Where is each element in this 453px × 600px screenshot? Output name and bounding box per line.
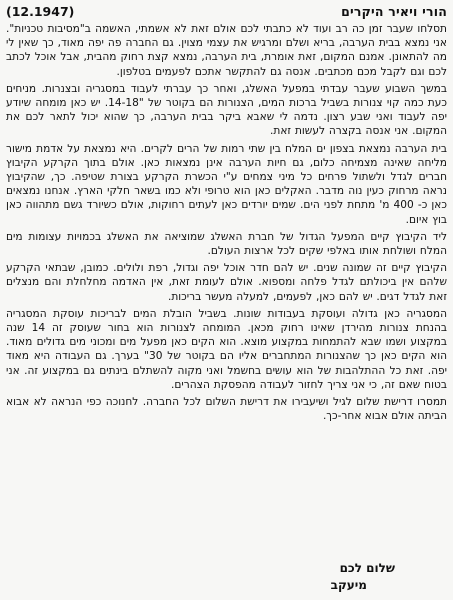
paragraph: בית הערבה נמצאת בצפון ים המלח בין שתי רמות של הרים לקרים. היא נמצאת על אדמת מישור מליחה שאינה מצמיחה כלום, גם חיות הערבה אינן נמצאות כאן. אולם בתוך הקרקע הקיבוץ חברים לגדל ולשתול פרחים כל מיני צמחים ע"י הכשרת הקרקע בצורת שטיפה. כך, שהקיבוץ נראה מרחוק כעין נוה מדבר. האקלים כאן הוא טרופי ולא כמו בשאר חלקי הארץ. אנחנו נמצאים כאן כ- 400 מ' מתחת לפני הים. שמים יורדים כאן לעתים רחוקות, אולם כשיורד גשם מתהווה כאן בוץ איום. (6, 142, 447, 226)
paragraph: במשך השבוע שעבר עבדתי במפעל האשלג, ואחר כך עברתי לעבוד במסגריה ובצנרות. מניחים כעת כמה קוי צנורות בשביל ברכות המים, הצנורות הם בקוטר של "14-18. יש כאן מומחה שיודע יפה לעבוד ואני שבע רצון. נדמה לי שאבא ביקר בבית הערבה, כך שהוא יכול לתאר לכם את המקום. אני אנסה בקצרה לעשות זאת. (6, 82, 447, 138)
letter-header (6, 4, 447, 20)
letter-date: (12.1947) (6, 4, 75, 19)
signature-block (331, 560, 395, 594)
paragraph: ליד הקיבוץ קיים המפעל הגדול של חברת האשלג שמוציאה את האשלג בכמויות עצומות מים המלח ושולחת אותו באלפי שקים לכל ארצות העולם. (6, 230, 447, 258)
letter-title: הורי ויאיר היקרים (341, 4, 447, 19)
closing-paragraph: תמסרו דרישת שלום לגיל ושיעבירו את דרישת השלום לכל החברה. לחנוכה כפי הנראה לא אבוא הביתה אולם אבוא אחר-כך. (6, 396, 447, 423)
paragraph: הקיבוץ קיים זה שמונה שנים. יש להם חדר אוכל יפה וגדול, רפת ולולים. כמובן, שבתאי הקרקע שלהם אין ביכולתם לגדל פלחה ומספוא. אולם לעומת זאת, אין האדמה מחלחלת והם מנצלים זאת לגדל דגים. יש להם כאן, לפעמים, למעלה מעשר בריכות. (6, 262, 447, 303)
signature-name: מיעקב (330, 578, 367, 592)
paragraph: המסגריה כאן גדולה ועוסקת בעבודות שונות. בשביל הובלת המים לבריכות עוסקת המסגריה בהנחת צנורות מהירדן שאינו רחוק מכאן. המומחה לצנורות הוא בחור שעוסק זה 14 שנה במקצוע ושמו שבא להתמחות במקצוע מוצא. הוא הקים כאן מפעל מים ומכוני מים גדולים מאוד. הוא הקים כאן כך שהצנורות המתחברים אליו הם בקוטר של 30" בערך. גם העבודה היא מאוד יפה. זאת כל ההתלהבות של הוא עושים בחשמל ואני מקוה להשתלם בינתים גם במקצוע זה. אני בטוח שאם זה, כי אני צריך לחזור לעבודה מהפסקת הצהרים. (6, 307, 447, 391)
paragraph: תסלחו שעבר זמן כה רב ועוד לא כתבתי לכם אולם זאת לא אשמתי, האשמה ב"מסיבות טכניות". אני נמצא בבית הערבה, בריא ושלם ומרגיש את עצמי מצוין. גם החברה פה יפה מאוד, כך שאין לי מה להתאונן. אמנם המקום, זאת אומרת, בית הערבה, נמצא קצת רחוק מהבית, אבל אוכל לכתב לכם וגם לקבל מכם מכתבים. אנסה גם להתקשר אתכם לפעמים בטלפון. (6, 23, 447, 78)
signoff: שלום לכם (339, 561, 395, 575)
